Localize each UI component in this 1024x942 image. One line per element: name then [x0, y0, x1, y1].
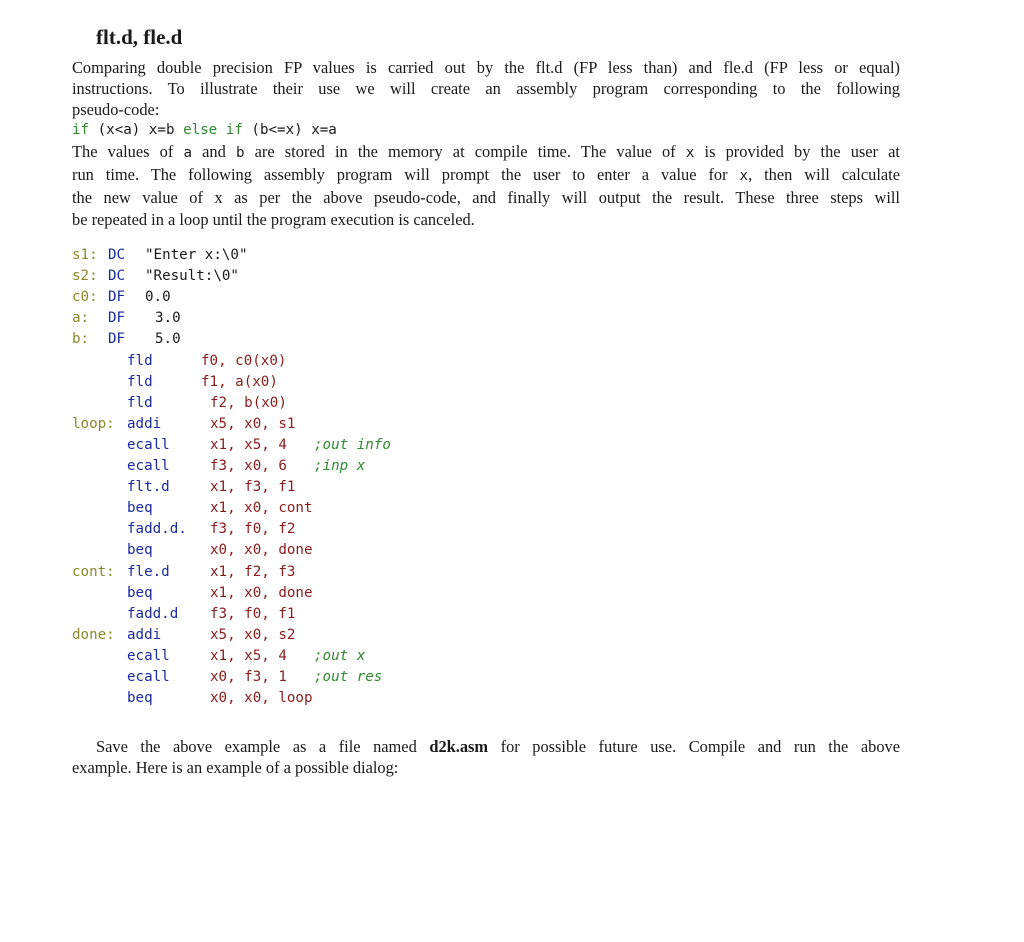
code-operands: x1, f2, f3	[210, 564, 296, 580]
intro-line-1: Comparing double precision FP values is carried out by the flt.d (FP less than) and fle.d (FP less or equal)	[72, 58, 900, 77]
code-label: a:	[72, 310, 90, 326]
code-instruction: fle.d	[127, 564, 170, 580]
desc-line-1: The values of a and b are stored in the memory at compile time. The value of x is provided by the user at	[72, 142, 900, 161]
footer-paragraph	[72, 736, 900, 778]
code-instruction: fld	[127, 374, 153, 390]
intro-paragraph	[72, 57, 900, 121]
code-operands: x5, x0, s1	[210, 416, 296, 432]
code-comment: ;out info	[314, 437, 391, 453]
code-instruction: fadd.d	[127, 606, 179, 622]
code-comment: ;out x	[314, 648, 366, 664]
code-operands: "Enter x:\0"	[145, 247, 248, 263]
code-operands: f2, b(x0)	[210, 395, 287, 411]
code-instruction: addi	[127, 416, 162, 432]
code-operands: x5, x0, s2	[210, 627, 296, 643]
code-instruction: fld	[127, 395, 153, 411]
keyword-if: if	[225, 122, 243, 138]
code-operands: 3.0	[155, 310, 181, 326]
code-label: s2:	[72, 268, 98, 284]
code-label: loop:	[72, 416, 115, 432]
section-title: flt.d, fle.d	[96, 25, 183, 49]
code-instruction: DF	[108, 310, 126, 326]
code-instruction: ecall	[127, 458, 170, 474]
code-operands: 0.0	[145, 289, 171, 305]
code-instruction: beq	[127, 500, 153, 516]
code-instruction: addi	[127, 627, 162, 643]
pseudo-code-line	[72, 120, 337, 140]
code-operands: x0, x0, done	[210, 542, 313, 558]
code-operands: x1, x5, 4	[210, 648, 287, 664]
code-operands: x1, f3, f1	[210, 479, 296, 495]
pseudo-condition-2: (b<=x) x=a	[242, 122, 337, 138]
footer-line-2: example. Here is an example of a possible dialog:	[72, 758, 399, 778]
code-instruction: beq	[127, 585, 153, 601]
code-instruction: ecall	[127, 437, 170, 453]
code-operands: f0, c0(x0)	[201, 353, 287, 369]
code-instruction: beq	[127, 690, 153, 706]
desc-line-4: be repeated in a loop until the program execution is canceled.	[72, 209, 475, 229]
code-operands: x1, x5, 4	[210, 437, 287, 453]
code-label: done:	[72, 627, 115, 643]
code-operands: f1, a(x0)	[201, 374, 278, 390]
code-operands: 5.0	[155, 331, 181, 347]
code-operands: f3, x0, 6	[210, 458, 287, 474]
description-paragraph	[72, 141, 900, 230]
pseudo-condition-1: (x<a) x=b	[89, 122, 184, 138]
code-instruction: ecall	[127, 669, 170, 685]
code-label: s1:	[72, 247, 98, 263]
filename: d2k.asm	[429, 737, 489, 756]
code-instruction: DF	[108, 331, 126, 347]
code-comment: ;out res	[314, 669, 383, 685]
keyword-else: else	[183, 122, 218, 138]
code-instruction: DC	[108, 247, 126, 263]
code-instruction: fadd.d.	[127, 521, 187, 537]
code-instruction: ecall	[127, 648, 170, 664]
code-label: c0:	[72, 289, 98, 305]
code-instruction: fld	[127, 353, 153, 369]
code-instruction: DC	[108, 268, 126, 284]
code-operands: f3, f0, f1	[210, 606, 296, 622]
code-operands: x0, f3, 1	[210, 669, 287, 685]
code-label: cont:	[72, 564, 115, 580]
code-comment: ;inp x	[314, 458, 366, 474]
code-operands: x0, x0, loop	[210, 690, 313, 706]
code-instruction: flt.d	[127, 479, 170, 495]
intro-line-3: pseudo-code:	[72, 100, 160, 120]
keyword-if: if	[72, 122, 90, 138]
intro-line-2: instructions. To illustrate their use we will create an assembly program corresponding to the following	[72, 79, 900, 99]
code-label: b:	[72, 331, 90, 347]
code-operands: x1, x0, cont	[210, 500, 313, 516]
code-operands: x1, x0, done	[210, 585, 313, 601]
desc-line-3: the new value of x as per the above pseudo-code, and finally will output the result. These three steps will	[72, 188, 900, 208]
footer-line-1: Save the above example as a file named d2k.asm for possible future use. Compile and run the above	[96, 737, 901, 756]
desc-line-2: run time. The following assembly program will prompt the user to enter a value for x, then will calculate	[72, 165, 900, 185]
code-operands: "Result:\0"	[145, 268, 239, 284]
code-instruction: beq	[127, 542, 153, 558]
code-instruction: DF	[108, 289, 126, 305]
code-operands: f3, f0, f2	[210, 521, 296, 537]
